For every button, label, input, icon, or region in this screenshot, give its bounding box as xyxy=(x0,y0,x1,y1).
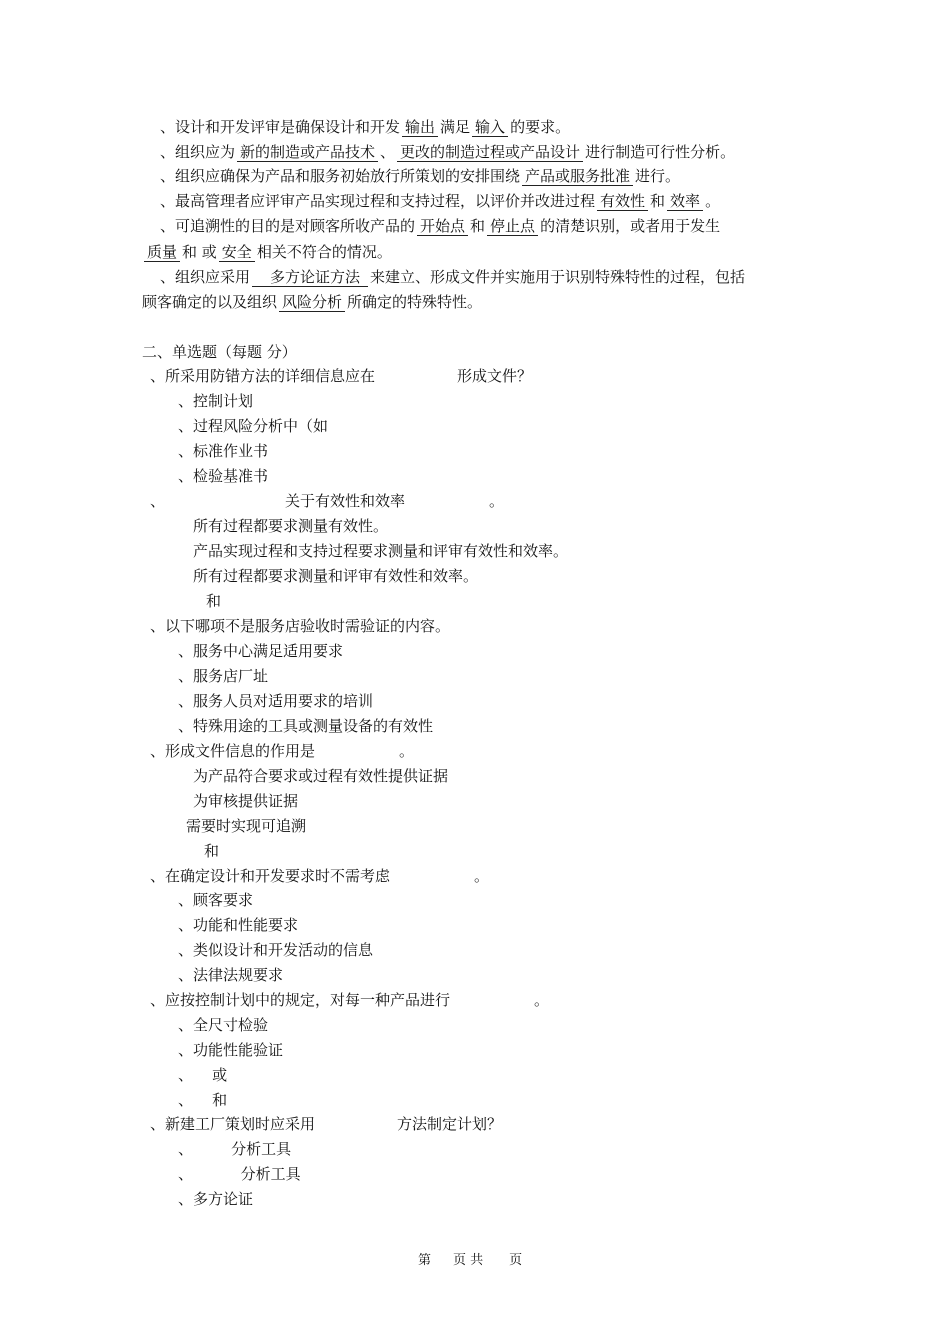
page-footer: 第 页 共 页 xyxy=(418,1253,523,1268)
option: 、过程风险分析中（如 xyxy=(178,417,329,435)
fill-item-5: 、可追溯性的目的是对顾客所收产品的 开始点 和 停止点 的清楚识别，或者用于发生 xyxy=(160,217,721,235)
option: 、全尺寸检验 xyxy=(178,1016,269,1034)
option: 、服务中心满足适用要求 xyxy=(178,642,344,660)
option: 、服务人员对适用要求的培训 xyxy=(178,692,374,710)
fill-item-6: 、组织应采用 多方论证方法 来建立、形成文件并实施用于识别特殊特性的过程，包括 xyxy=(160,268,746,286)
question-stem: 、 关于有效性和效率 。 xyxy=(150,492,505,510)
option: 、法律法规要求 xyxy=(178,966,284,984)
option: 、 分析工具 xyxy=(178,1140,292,1158)
section-title: 二、单选题（每题 分） xyxy=(142,343,297,361)
option: 、 和 xyxy=(178,1091,228,1109)
option: 、标准作业书 xyxy=(178,442,269,460)
option: 和 xyxy=(206,592,222,610)
option: 所有过程都要求测量和评审有效性和效率。 xyxy=(193,567,479,585)
answer-blank: 效率 xyxy=(667,193,703,211)
fill-item-3: 、组织应确保为产品和服务初始放行所策划的安排围绕 产品或服务批准 进行。 xyxy=(160,167,681,185)
answer-blank: 新的制造或产品技术 xyxy=(237,144,378,162)
answer-blank: 安全 xyxy=(219,244,255,262)
option: 、特殊用途的工具或测量设备的有效性 xyxy=(178,717,434,735)
fill-item-1: 、设计和开发评审是确保设计和开发 输出 满足 输入 的要求。 xyxy=(160,118,571,136)
answer-blank: 产品或服务批准 xyxy=(522,168,633,186)
question-stem: 、应按控制计划中的规定，对每一种产品进行 。 xyxy=(150,991,550,1009)
option: 需要时实现可追溯 xyxy=(186,817,307,835)
answer-blank: 更改的制造过程或产品设计 xyxy=(397,144,583,162)
question-stem: 、所采用防错方法的详细信息应在 形成文件？ xyxy=(150,367,533,385)
fill-item-6-cont: 顾客确定的以及组织 风险分析 所确定的特殊特性。 xyxy=(142,293,483,311)
question-stem: 、以下哪项不是服务店验收时需验证的内容。 xyxy=(150,617,451,635)
question-stem: 、形成文件信息的作用是 。 xyxy=(150,742,415,760)
option: 、 分析工具 xyxy=(178,1165,301,1183)
option: 、多方论证 xyxy=(178,1190,254,1208)
fill-item-2: 、组织应为 新的制造或产品技术 、 更改的制造过程或产品设计 进行制造可行性分析。 xyxy=(160,143,736,161)
option: 、 或 xyxy=(178,1066,228,1084)
answer-blank: 输出 xyxy=(402,119,438,137)
answer-blank: 风险分析 xyxy=(279,294,345,312)
option: 、检验基准书 xyxy=(178,467,269,485)
option: 、类似设计和开发活动的信息 xyxy=(178,941,374,959)
answer-blank: 开始点 xyxy=(417,218,468,236)
fill-item-4: 、最高管理者应评审产品实现过程和支持过程，以评价并改进过程 有效性 和 效率 。 xyxy=(160,192,721,210)
answer-blank: 多方论证方法 xyxy=(252,269,368,287)
option: 、服务店厂址 xyxy=(178,667,269,685)
option: 产品实现过程和支持过程要求测量和评审有效性和效率。 xyxy=(193,542,569,560)
option: 、功能和性能要求 xyxy=(178,916,299,934)
answer-blank: 质量 xyxy=(144,244,180,262)
option: 、控制计划 xyxy=(178,392,254,410)
answer-blank: 输入 xyxy=(472,119,508,137)
question-stem: 、在确定设计和开发要求时不需考虑 。 xyxy=(150,867,490,885)
question-stem: 、新建工厂策划时应采用 方法制定计划？ xyxy=(150,1115,503,1133)
option: 所有过程都要求测量有效性。 xyxy=(193,517,389,535)
option: 、功能性能验证 xyxy=(178,1041,284,1059)
option: 为审核提供证据 xyxy=(193,792,299,810)
option: 为产品符合要求或过程有效性提供证据 xyxy=(193,767,449,785)
answer-blank: 停止点 xyxy=(487,218,538,236)
answer-blank: 有效性 xyxy=(597,193,648,211)
option: 和 xyxy=(204,842,220,860)
fill-item-5-cont: 质量 和 或 安全 相关不符合的情况。 xyxy=(142,242,392,262)
option: 、顾客要求 xyxy=(178,891,254,909)
